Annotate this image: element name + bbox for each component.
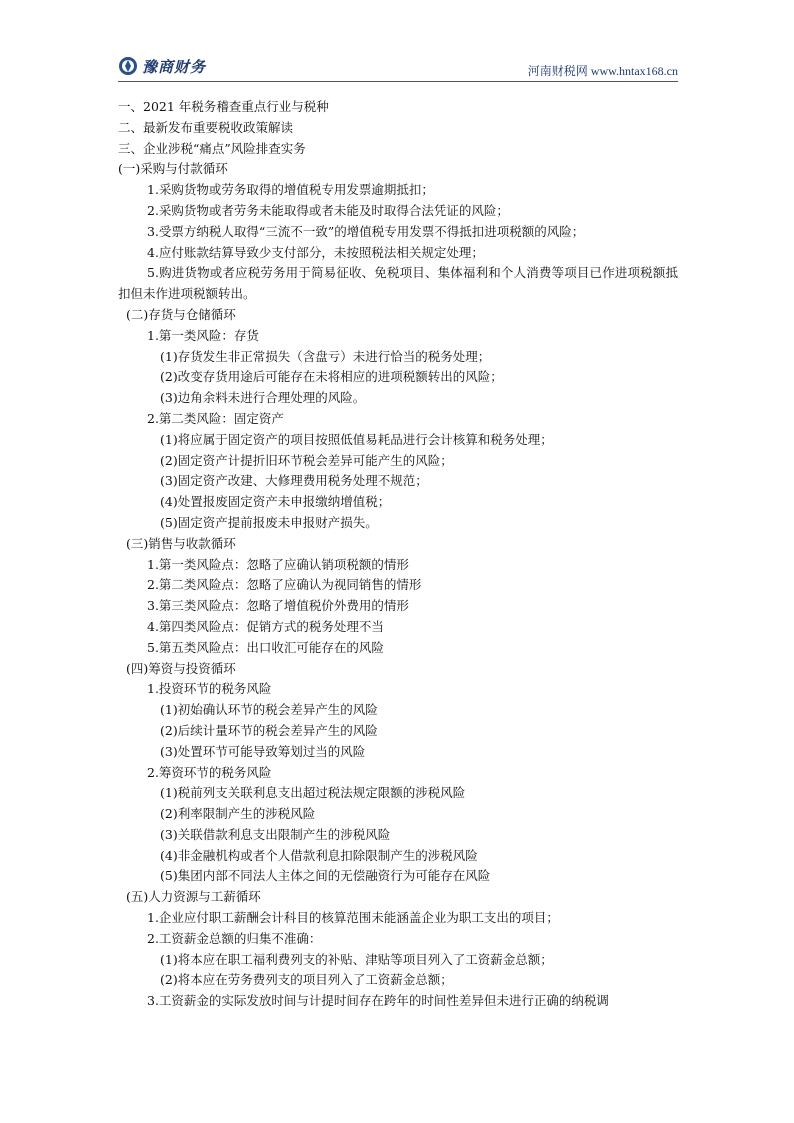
text-line: (1)税前列支关联利息支出超过税法规定限额的涉税风险 — [160, 785, 466, 801]
text-line: (一)采购与付款循环 — [118, 161, 228, 177]
text-line: (4)处置报废固定资产未申报缴纳增值税； — [160, 494, 391, 510]
text-line: 3.受票方纳税人取得“三流不一致”的增值税专用发票不得抵扣进项税额的风险； — [147, 223, 585, 239]
text-line: (1)将应属于固定资产的项目按照低值易耗品进行会计核算和税务处理； — [160, 431, 553, 447]
logo-emblem-icon — [118, 56, 138, 76]
text-line: 2.第二类风险点：忽略了应确认为视同销售的情形 — [147, 577, 422, 593]
text-line: 1.企业应付职工薪酬会计科目的核算范围未能涵盖企业为职工支出的项目； — [147, 910, 559, 926]
text-line: 2.第二类风险：固定资产 — [147, 410, 284, 426]
text-line: 三、企业涉税“痛点”风险排查实务 — [118, 140, 306, 156]
text-line: 4.应付账款结算导致少支付部分，未按照税法相关规定处理； — [147, 244, 484, 260]
text-line: 5.购进货物或者应税劳务用于简易征收、免税项目、集体福利和个人消费等项目已作进项税额抵扣但未作进项税额转出。 — [118, 265, 678, 302]
text-line: 1.第一类风险点：忽略了应确认销项税额的情形 — [147, 556, 409, 572]
text-line: (1)存货发生非正常损失（含盘亏）未进行恰当的税务处理； — [160, 348, 491, 364]
text-line: (4)非金融机构或者个人借款利息扣除限制产生的涉税风险 — [160, 847, 478, 863]
logo-text: 豫商财务 — [142, 57, 207, 76]
text-line: 2.工资薪金总额的归集不准确： — [147, 930, 322, 946]
text-line: 二、最新发布重要税收政策解读 — [118, 119, 294, 135]
text-line: 1.投资环节的税务风险 — [147, 681, 272, 697]
text-line: (5)集团内部不同法人主体之间的无偿融资行为可能存在风险 — [160, 868, 491, 884]
text-line: (2)固定资产计提折旧环节税会差异可能产生的风险； — [160, 452, 453, 468]
text-line: 4.第四类风险点：促销方式的税务处理不当 — [147, 618, 384, 634]
text-line: (二)存货与仓储循环 — [126, 306, 236, 322]
text-line: (2)将本应在劳务费列支的项目列入了工资薪金总额； — [160, 972, 453, 988]
text-line: 2.筹资环节的税务风险 — [147, 764, 272, 780]
text-line: 1.采购货物或劳务取得的增值税专用发票逾期抵扣； — [147, 182, 434, 198]
text-line: (3)固定资产改建、大修理费用税务处理不规范； — [160, 473, 428, 489]
text-line: (1)将本应在职工福利费列支的补贴、津贴等项目列入了工资薪金总额； — [160, 951, 553, 967]
text-line: 2.采购货物或者劳务未能取得或者未能及时取得合法凭证的风险； — [147, 202, 509, 218]
text-line: (3)关联借款利息支出限制产生的涉税风险 — [160, 826, 391, 842]
text-line: (3)边角余料未进行合理处理的风险。 — [160, 390, 366, 406]
document-body — [118, 97, 678, 1012]
text-line: (3)处置环节可能导致筹划过当的风险 — [160, 743, 366, 759]
text-line: (2)后续计量环节的税会差异产生的风险 — [160, 722, 378, 738]
text-line: (2)利率限制产生的涉税风险 — [160, 806, 316, 822]
text-line: (四)筹资与投资循环 — [126, 660, 236, 676]
page-header — [118, 50, 678, 82]
site-label: 河南财税网 www.hntax168.cn — [527, 64, 678, 78]
text-line: 5.第五类风险点：出口收汇可能存在的风险 — [147, 639, 384, 655]
text-line: (五)人力资源与工薪循环 — [126, 889, 261, 905]
company-logo — [118, 52, 228, 80]
text-line: 一、2021 年税务稽查重点行业与税种 — [118, 99, 329, 114]
text-line: 1.第一类风险：存货 — [147, 327, 259, 343]
text-line: (三)销售与收款循环 — [126, 535, 236, 551]
text-line: (1)初始确认环节的税会差异产生的风险 — [160, 702, 378, 718]
text-line: (5)固定资产提前报废未申报财产损失。 — [160, 514, 378, 530]
text-line: 3.第三类风险点：忽略了增值税价外费用的情形 — [147, 598, 409, 614]
text-line: 3.工资薪金的实际发放时间与计提时间存在跨年的时间性差异但未进行正确的纳税调 — [147, 993, 609, 1009]
text-line: (2)改变存货用途后可能存在未将相应的进项税额转出的风险； — [160, 369, 503, 385]
header-divider — [118, 81, 678, 82]
